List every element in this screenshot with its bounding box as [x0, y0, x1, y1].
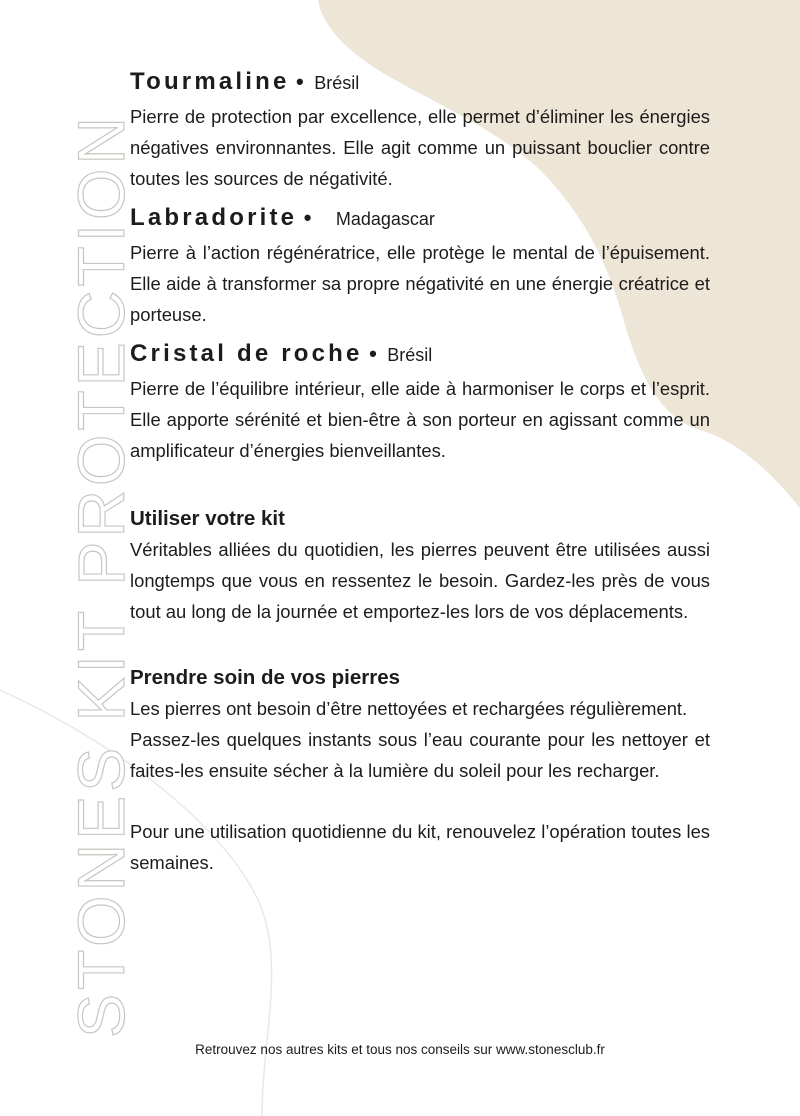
stone-heading — [130, 66, 710, 101]
stone-heading — [130, 338, 710, 373]
stone-heading — [130, 202, 710, 237]
care-section — [130, 663, 710, 878]
care-heading: Prendre soin de vos pierres — [130, 666, 401, 689]
stone-origin: Brésil — [314, 73, 360, 93]
stone-labradorite — [130, 202, 710, 330]
spacer — [130, 466, 710, 504]
care-paragraph: Pour une utilisation quotidienne du kit, renouvelez l’opération toutes les semaines. — [130, 821, 710, 873]
care-paragraph: Passez-les quelques instants sous l’eau courante pour les nettoyer et faites-les ensuite sécher à la lumière du soleil pour les recharger. — [130, 729, 710, 781]
bullet-separator: • — [296, 69, 304, 94]
stone-description: Pierre de protection par excellence, elle permet d’éliminer les énergies négatives environnantes. Elle agit comme un puissant bouclier contre toutes les sources de négativité. — [130, 106, 710, 189]
bullet-separator: • — [303, 205, 312, 230]
stone-description: Pierre de l’équilibre intérieur, elle aide à harmoniser le corps et l’esprit. Elle apporte sérénité et bien-être à son porteur en agissant comme un amplificateur d’énergies bienveillantes. — [130, 378, 710, 461]
spacer — [130, 786, 710, 816]
main-content — [130, 66, 710, 878]
spacer — [130, 627, 710, 663]
stone-origin: Madagascar — [335, 209, 435, 229]
footer-note: Retrouvez nos autres kits et tous nos conseils sur www.stonesclub.fr — [195, 1042, 605, 1057]
vertical-kit-title: STONES KIT PROTECTION — [64, 112, 138, 1038]
stone-cristal-de-roche — [130, 338, 710, 466]
usage-section — [130, 504, 710, 627]
stone-name: Labradorite — [130, 204, 298, 231]
bullet-separator: • — [369, 341, 377, 366]
stone-tourmaline — [130, 66, 710, 194]
stone-description: Pierre à l’action régénératrice, elle protège le mental de l’épuisement. Elle aide à transformer sa propre négativité en une énergie créatrice et porteuse. — [130, 242, 710, 325]
usage-text: Véritables alliées du quotidien, les pierres peuvent être utilisées aussi longtemps que vous en ressentez le besoin. Gardez-les près de vous tout au long de la journée et emportez-les lors de vos déplacements. — [130, 539, 710, 622]
usage-heading: Utiliser votre kit — [130, 507, 285, 530]
stone-name: Cristal de roche — [130, 340, 363, 367]
stone-origin: Brésil — [387, 345, 433, 365]
care-paragraph: Les pierres ont besoin d’être nettoyées et rechargées régulièrement. — [130, 698, 688, 719]
stone-name: Tourmaline — [130, 68, 290, 95]
